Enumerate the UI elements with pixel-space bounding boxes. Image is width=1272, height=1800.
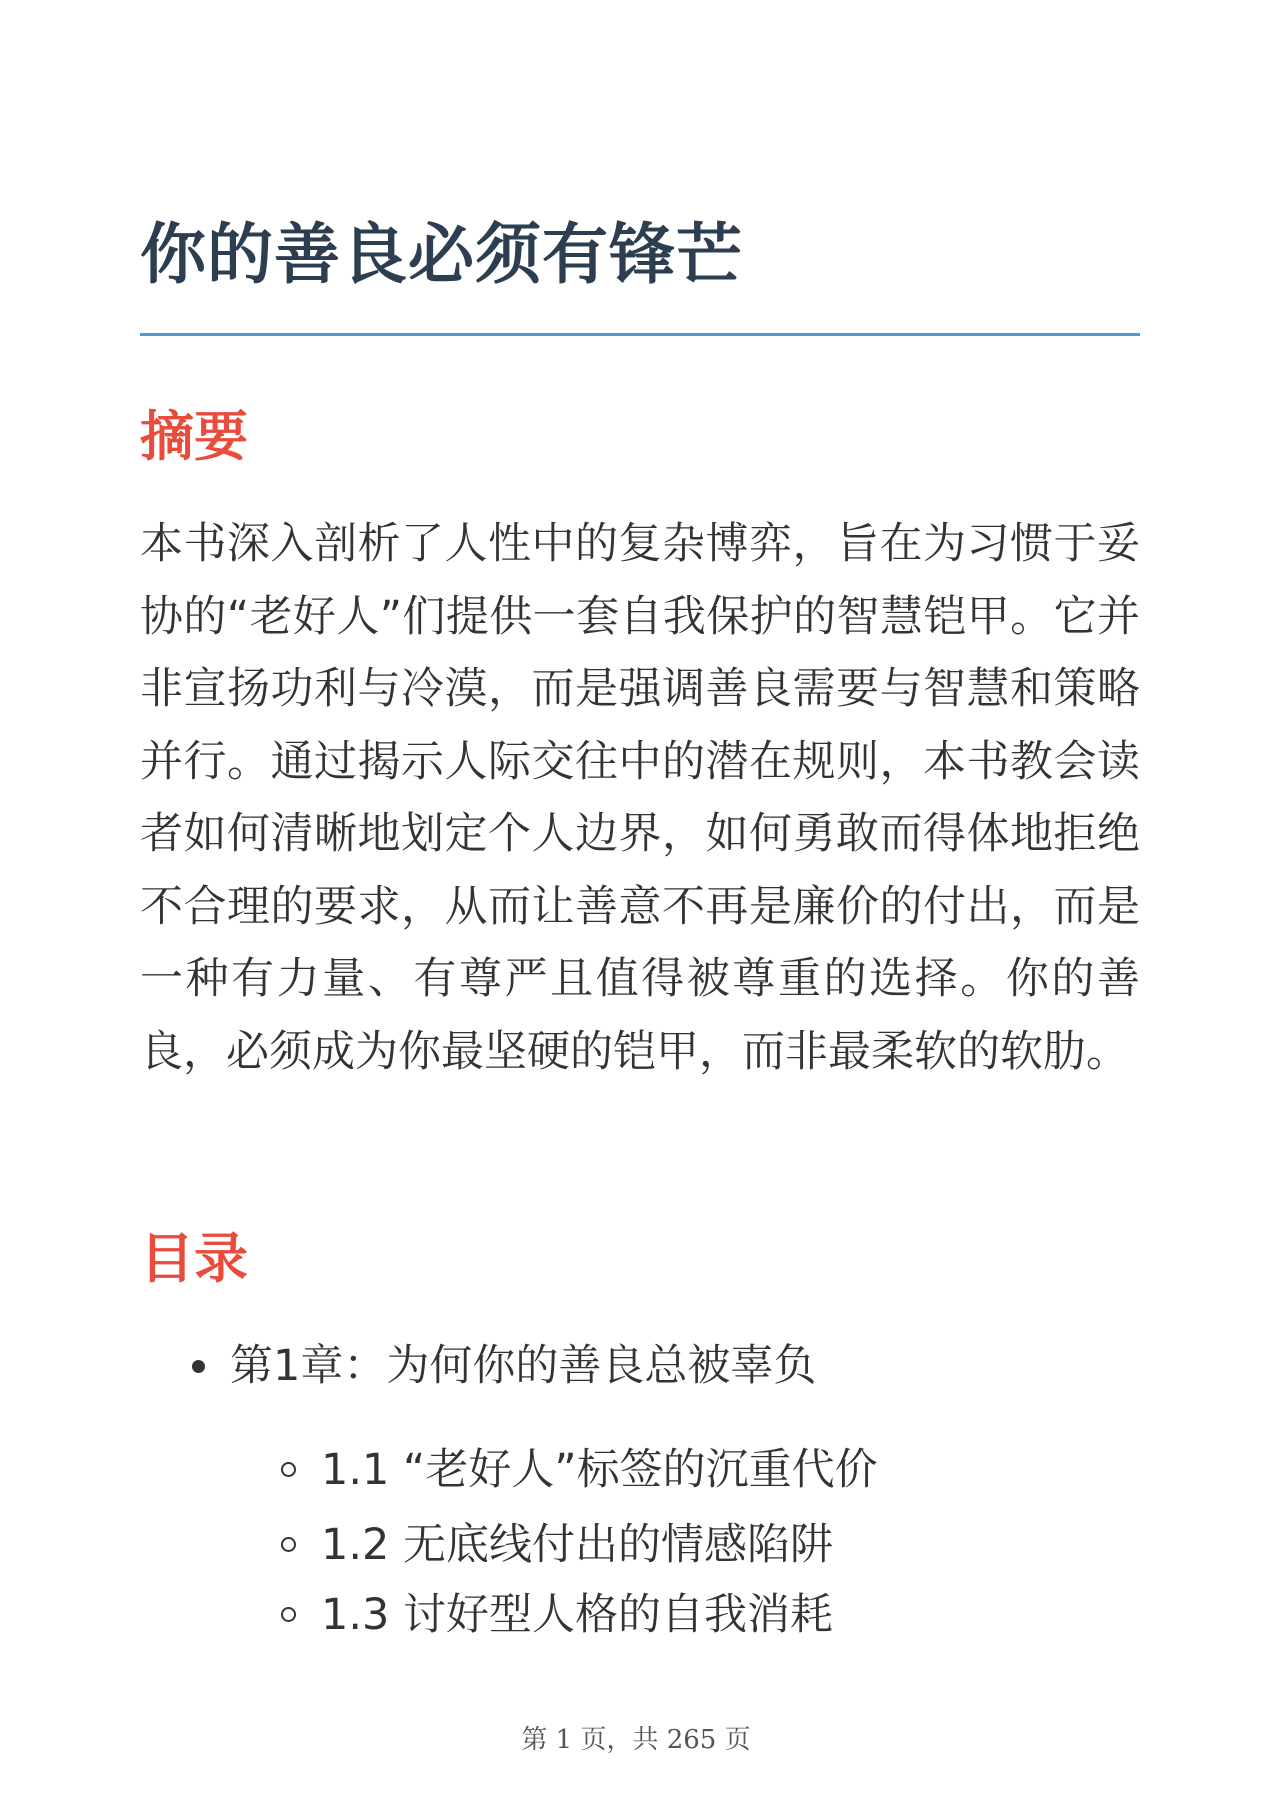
page-number-footer: 第 1 页，共 265 页 <box>521 1725 751 1755</box>
toc-chapter-label: 第1章：为何你的善良总被辜负 <box>230 1341 817 1391</box>
toc-section-1-3[interactable] <box>140 1580 1140 1650</box>
toc-chapter-1[interactable] <box>140 1330 1140 1650</box>
bullet-circle-icon <box>281 1537 296 1552</box>
toc-heading: 目录 <box>140 1227 248 1290</box>
summary-heading: 摘要 <box>140 405 248 468</box>
toc-section-label: 1.2 无底线付出的情感陷阱 <box>321 1520 834 1570</box>
bullet-circle-icon <box>281 1607 296 1622</box>
toc-section-1-1[interactable] <box>140 1430 1140 1510</box>
toc-section-label: 1.3 讨好型人格的自我消耗 <box>321 1590 834 1640</box>
table-of-contents <box>140 1330 1140 1650</box>
title-divider <box>140 333 1140 336</box>
book-title: 你的善良必须有锋芒 <box>140 216 743 293</box>
toc-section-list <box>230 1430 1140 1650</box>
bullet-disc-icon <box>192 1360 205 1373</box>
toc-section-label: 1.1 “老好人”标签的沉重代价 <box>321 1445 878 1495</box>
summary-paragraph: 本书深入剖析了人性中的复杂博弈，旨在为习惯于妥协的“老好人”们提供一套自我保护的智慧铠甲。它并非宣扬功利与冷漠，而是强调善良需要与智慧和策略并行。通过揭示人际交往中的潜在规则，本书教会读者如何清晰地划定个人边界，如何勇敢而得体地拒绝不合理的要求，从而让善意不再是廉价的付出，而是一种有力量、有尊严且值得被尊重的选择。你的善良，必须成为你最坚硬的铠甲，而非最柔软的软肋。 <box>140 519 1140 1077</box>
toc-section-1-2[interactable] <box>140 1510 1140 1580</box>
bullet-circle-icon <box>281 1462 296 1477</box>
